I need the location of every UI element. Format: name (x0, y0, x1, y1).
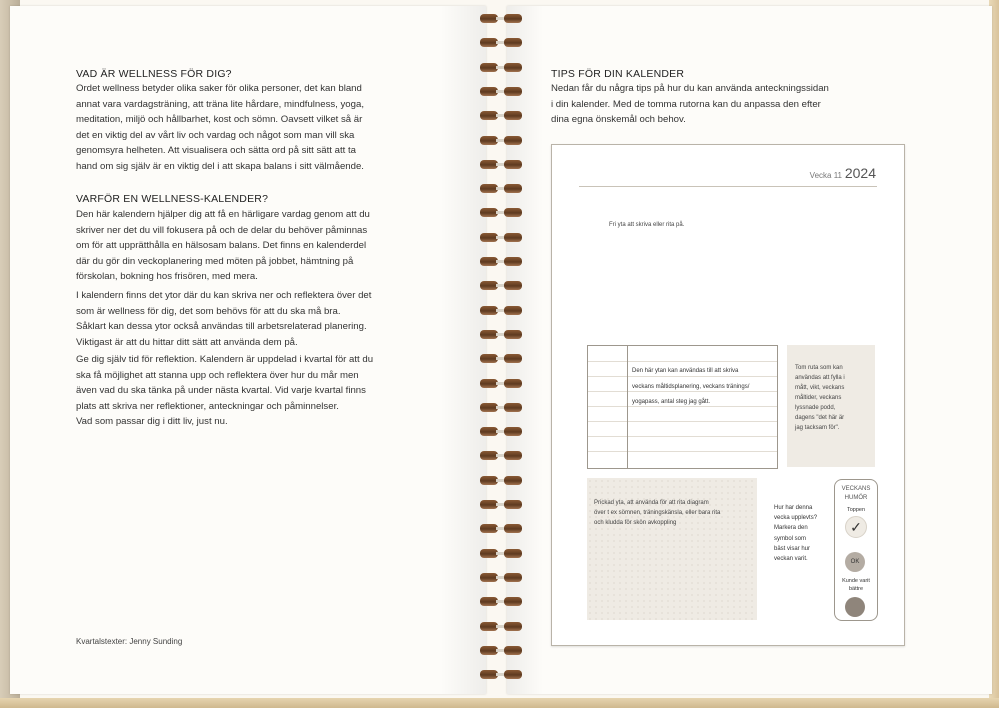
margin-line (627, 346, 628, 468)
mood-bottom-label: bättre (848, 586, 864, 592)
mood-bad-circle[interactable] (845, 597, 865, 617)
text-line: mått, vikt, veckans (795, 385, 845, 391)
text-line: lyssnade podd, (795, 405, 836, 411)
spiral-ring (478, 354, 524, 363)
spiral-ring (478, 646, 524, 655)
text-line: plats att skriva ner reflektioner, anteckningar och påminnelser. (76, 400, 339, 412)
mood-title-line: VECKANS (841, 486, 871, 492)
text-line: Prickad yta, att använda för att rita diagram (594, 500, 709, 506)
text-line: Markera den (774, 525, 808, 532)
spiral-ring (478, 38, 524, 47)
text-line: dagens "det här är (795, 415, 845, 421)
spiral-ring (478, 549, 524, 558)
spiral-ring (478, 524, 524, 533)
spiral-ring (478, 597, 524, 606)
text-line: veckan varit. (774, 556, 808, 563)
text-line: yogapass, antal steg jag gått. (632, 399, 711, 405)
text-line: genomsyra helheten. Att visualisera och sätta ord på sitt sätt att ta (76, 145, 356, 157)
spiral-ring (478, 622, 524, 631)
empty-tan-box (787, 345, 875, 467)
text-line: i din kalender. Med de tomma rutorna kan du anpassa den efter (551, 98, 821, 110)
text-line: över t ex sömnen, träningskänsla, eller bara rita (594, 510, 721, 516)
text-line: där du gör din veckoplanering med möten på jobbet, hämtning på (76, 255, 354, 267)
text-line: som är wellness för dig, det som behövs för att du ska må bra. (76, 305, 341, 317)
text-line: Den här ytan kan användas till att skriva (632, 368, 739, 374)
text-line: veckans måltidsplanering, veckans tränings/ (632, 383, 750, 390)
text-line: Ordet wellness betyder olika saker för olika personer, det kan bland (76, 83, 362, 94)
spiral-binding (478, 14, 524, 694)
text-line: dina egna önskemål och behov. (551, 114, 686, 126)
week-label: Vecka 11 (809, 171, 842, 180)
mood-question (774, 503, 829, 564)
rule-line (588, 421, 777, 422)
spiral-ring (478, 111, 524, 120)
tips-heading: TIPS FÖR DIN KALENDER (551, 68, 685, 80)
text-line: Hur har denna (774, 505, 813, 511)
spiral-ring (478, 573, 524, 582)
section-heading-wellness: VAD ÄR WELLNESS FÖR DIG? (76, 68, 232, 80)
text-line: måltider, veckans (795, 395, 842, 401)
sample-week-page (551, 144, 905, 646)
spiral-ring (478, 306, 524, 315)
dotted-box (587, 478, 757, 620)
spiral-ring (478, 500, 524, 509)
text-line: skriver ner det du vill fokusera på och de delar du behöver påminnas (76, 224, 368, 236)
free-area-hint: Fri yta att skriva eller rita på. (609, 222, 685, 228)
spiral-ring (478, 233, 524, 242)
spiral-ring (478, 208, 524, 217)
text-line: användas att fylla i (795, 375, 845, 381)
credit-text: Kvartalstexter: Jenny Sunding (76, 637, 183, 646)
text-line: förskolan, bokning hos frisören, med mera. (76, 271, 258, 283)
text-line: Ge dig själv tid för reflektion. Kalendern är uppdelad i kvartal för att du (76, 354, 374, 365)
tan-box-hint (795, 363, 845, 433)
rule-line (588, 436, 777, 437)
text-line: ska få möjlighet att stanna upp och reflektera över hur du mår men (76, 369, 359, 381)
spiral-ring (478, 63, 524, 72)
text-line: och kludda för skön avkoppling (594, 520, 677, 526)
spiral-ring (478, 87, 524, 96)
spiral-ring (478, 476, 524, 485)
text-line: meditation, miljö och hållbarhet, kost och sömn. Oavsett vilket så är (76, 114, 363, 126)
section-body-calendar-1 (76, 207, 406, 285)
text-line: bäst visar hur (774, 545, 811, 552)
year-label: 2024 (844, 165, 876, 181)
text-line: även vad du ska tänka på under nästa kvartal. Vid varje kvartal finns (76, 385, 366, 397)
text-line: hand om sig själv är en viktig del i att skapa balans i sitt välmående. (76, 160, 364, 172)
spiral-ring (478, 403, 524, 412)
text-line: Nedan får du några tips på hur du kan använda anteckningssidan (551, 83, 829, 94)
spiral-ring (478, 14, 524, 23)
spiral-ring (478, 184, 524, 193)
notes-hint (632, 364, 778, 411)
spiral-ring (478, 281, 524, 290)
spiral-ring (478, 257, 524, 266)
spiral-ring (478, 330, 524, 339)
text-line: annat vara vardagsträning, att träna lite hårdare, mindfulness, yoga, (76, 98, 364, 110)
mood-title-line: HUMÖR (844, 495, 868, 501)
text-line: Den här kalendern hjälper dig att få en härligare vardag genom att du (76, 209, 370, 220)
mood-bottom-label: Kunde varit (842, 578, 870, 584)
text-line: Viktigast är att du hittar ditt sätt att använda dem på. (76, 336, 298, 348)
text-line: Tom ruta som kan (795, 365, 843, 371)
section-body-calendar-3 (76, 352, 406, 430)
text-line: vecka upplevts? (774, 515, 818, 522)
mood-tracker (834, 479, 878, 621)
section-body-calendar-2 (76, 288, 406, 350)
spiral-ring (478, 451, 524, 460)
tips-intro (551, 81, 881, 128)
mood-ok-circle[interactable]: OK (845, 552, 865, 572)
rule-line (588, 361, 777, 362)
spiral-ring (478, 670, 524, 679)
text-line: om för att upprätthålla en hälsosam balans. Det finns en kalenderdel (76, 240, 367, 252)
dotted-box-hint (594, 498, 754, 528)
spiral-ring (478, 379, 524, 388)
cover-edge-bottom (0, 698, 999, 708)
text-line: Vad som passar dig i ditt liv, just nu. (76, 416, 228, 428)
section-heading-calendar: VARFÖR EN WELLNESS-KALENDER? (76, 193, 269, 205)
text-line: I kalendern finns det ytor där du kan skriva ner och reflektera över det (76, 290, 372, 301)
notes-lined-box (587, 345, 778, 469)
mood-top-label: Toppen (846, 507, 866, 513)
spiral-ring (478, 427, 524, 436)
spiral-ring (478, 136, 524, 145)
spiral-ring (478, 160, 524, 169)
text-line: det en viktig del av vårt liv och vardag och något som man vill ska (76, 129, 355, 141)
text-line: Såklart kan dessa ytor också användas till arbetsrelaterad planering. (76, 321, 367, 333)
check-icon[interactable]: ✓ (845, 516, 867, 538)
rule-line (588, 451, 777, 452)
header-rule (579, 186, 877, 187)
section-body-wellness (76, 81, 406, 175)
text-line: symbol som (774, 535, 807, 542)
text-line: jag tacksam för". (795, 425, 840, 431)
